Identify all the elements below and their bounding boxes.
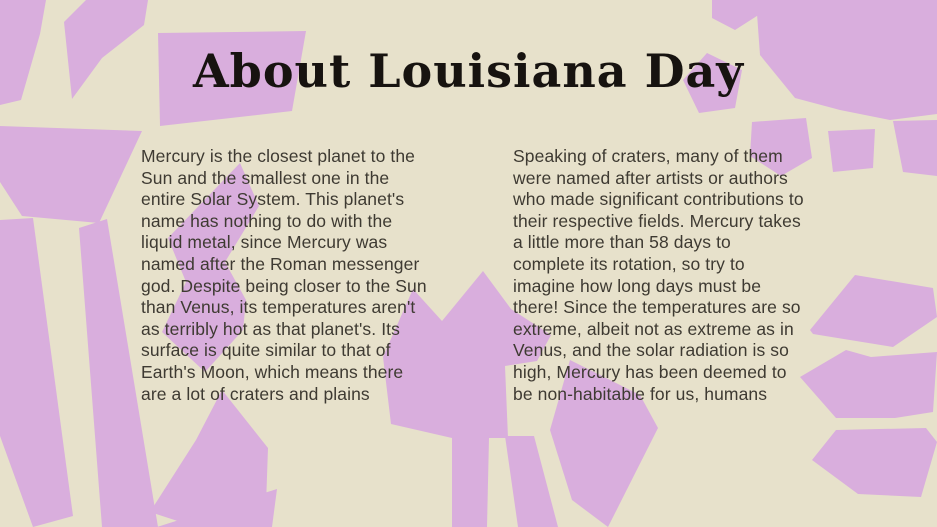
cutout-shape-left-trapezoid	[0, 126, 142, 223]
cutout-shape-center-arrow-trunk	[452, 436, 489, 527]
slide-title: About Louisiana Day	[192, 44, 745, 98]
cutout-shape-right-edge-piece	[893, 120, 937, 176]
body-text-left-column: Mercury is the closest planet to the Sun and the smallest one in the entire Solar System. This planet's name has nothing to do with the liquid metal, since Mercury was named after the Roman messenger god. Despite being closer to the Sun than Venus, its temperatures aren't as terribly hot as that planet's. Its surface is quite similar to that of Earth's Moon, which means there are a lot of craters and plains	[141, 146, 427, 404]
cutout-shape-right-square	[828, 129, 875, 172]
cutout-shape-right-petal-3	[812, 428, 937, 497]
cutout-shape-left-ray-1	[0, 218, 73, 527]
cutout-shape-top-right-small	[712, 0, 760, 30]
cutout-shape-center-arrow-band	[505, 436, 558, 527]
body-text-right-column: Speaking of craters, many of them were named after artists or authors who made significant contributions to their respective fields. Mercury takes a little more than 58 days to complete its rotation, so try to imagine how long days must be there! Since the temperatures are so extreme, albeit not as extreme as in Venus, and the solar radiation is so high, Mercury has been deemed to be non-habitable for us, humans	[513, 146, 804, 404]
cutout-shape-right-petal-1	[810, 275, 937, 347]
cutout-shape-right-petal-2	[800, 350, 937, 418]
